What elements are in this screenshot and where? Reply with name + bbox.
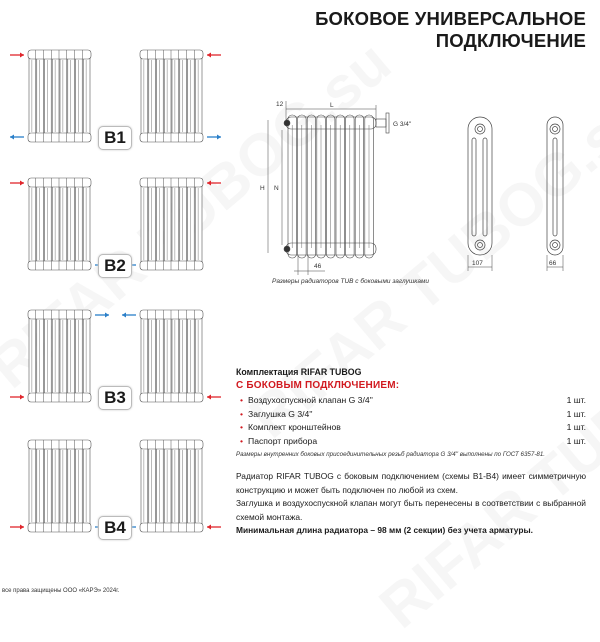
radiator-right [140,310,203,402]
kit-contents [236,367,586,458]
scheme-label-b3: B3 [98,386,132,410]
flow-arrow-icon [10,181,24,186]
description [236,470,586,538]
kit-item-qty: 1 шт. [566,395,586,405]
kit-note: Размеры внутренних боковых присоединительных резьб радиатора G 3/4'' выполнены по ГОСТ 6357-81. [236,451,545,458]
radiator-left [28,310,91,402]
connection-schemes [0,40,232,545]
kit-subheading: С БОКОВЫМ ПОДКЛЮЧЕНИЕМ: [236,380,400,391]
dim-offset: 12 [276,101,284,108]
kit-item-qty: 1 шт. [566,408,586,419]
radiator-right [140,50,203,142]
radiator-left [28,440,91,532]
kit-item-qty: 1 шт. [566,422,586,432]
side-view-2-column [547,117,563,271]
side-view-3-column [468,117,492,271]
dim-height: H [260,185,265,192]
scheme-label-b1: B1 [98,126,132,150]
dimension-drawing [250,95,590,295]
front-view [284,113,389,258]
bullet-icon: • [240,395,244,405]
kit-item [236,421,586,435]
kit-item-name: Воздухоспускной клапан G 3/4'' [248,395,373,405]
flow-arrow-icon [207,525,221,530]
flow-arrow-icon [207,135,221,140]
kit-item-name: Комплект кронштейнов [248,422,341,432]
kit-item [236,408,586,422]
flow-arrow-icon [10,525,24,530]
dim-section: 46 [314,263,322,270]
flow-arrow-icon [207,395,221,400]
schemes-svg [0,40,232,540]
dim-length: L [330,102,334,109]
kit-item-qty: 1 шт. [566,435,586,446]
kit-item [236,435,586,449]
description-paragraph: Радиатор RIFAR TUBOG с боковым подключением (схемы B1-B4) имеет симметричную конструкцию и может быть подключен по любой из схем. [236,471,586,495]
dim-depth-107: 107 [472,260,483,267]
bullet-icon: • [240,408,244,419]
scheme-label-b2: B2 [98,254,132,278]
kit-heading: Комплектация RIFAR TUBOG [236,367,362,377]
flow-arrow-icon [207,53,221,58]
radiator-right [140,178,203,270]
flow-arrow-icon [207,181,221,186]
kit-item-name: Заглушка G 3/4'' [248,408,313,419]
scheme-label-b4: B4 [98,516,132,540]
flow-arrow-icon [95,313,109,318]
radiator-left [28,50,91,142]
description-paragraph: Заглушка и воздухоспускной клапан могут быть перенесены в соответствии с выбранной схемой монтажа. [236,498,586,522]
description-minimum-length: Минимальная длина радиатора – 98 мм (2 секции) без учета арматуры. [236,525,533,535]
flow-arrow-icon [10,135,24,140]
dim-axis: N [274,185,279,192]
technical-drawing [250,95,590,300]
radiator-right [140,440,203,532]
kit-item-name: Паспорт прибора [248,435,318,446]
kit-list [236,394,586,448]
dim-thread: G 3/4'' [393,121,412,128]
dim-depth-66: 66 [549,260,557,267]
drawing-caption: Размеры радиаторов TUB с боковыми заглушками [272,278,430,285]
bullet-icon: • [240,422,244,432]
flow-arrow-icon [10,395,24,400]
copyright: все права защищены ООО «КАРЭ» 2024г. [2,588,120,594]
title-line: БОКОВОЕ УНИВЕРСАЛЬНОЕ [315,8,586,29]
flow-arrow-icon [122,313,136,318]
kit-item [236,394,586,408]
radiator-left [28,178,91,270]
flow-arrow-icon [10,53,24,58]
page-title [315,8,586,52]
title-line: ПОДКЛЮЧЕНИЕ [435,30,586,51]
bullet-icon: • [240,435,244,446]
